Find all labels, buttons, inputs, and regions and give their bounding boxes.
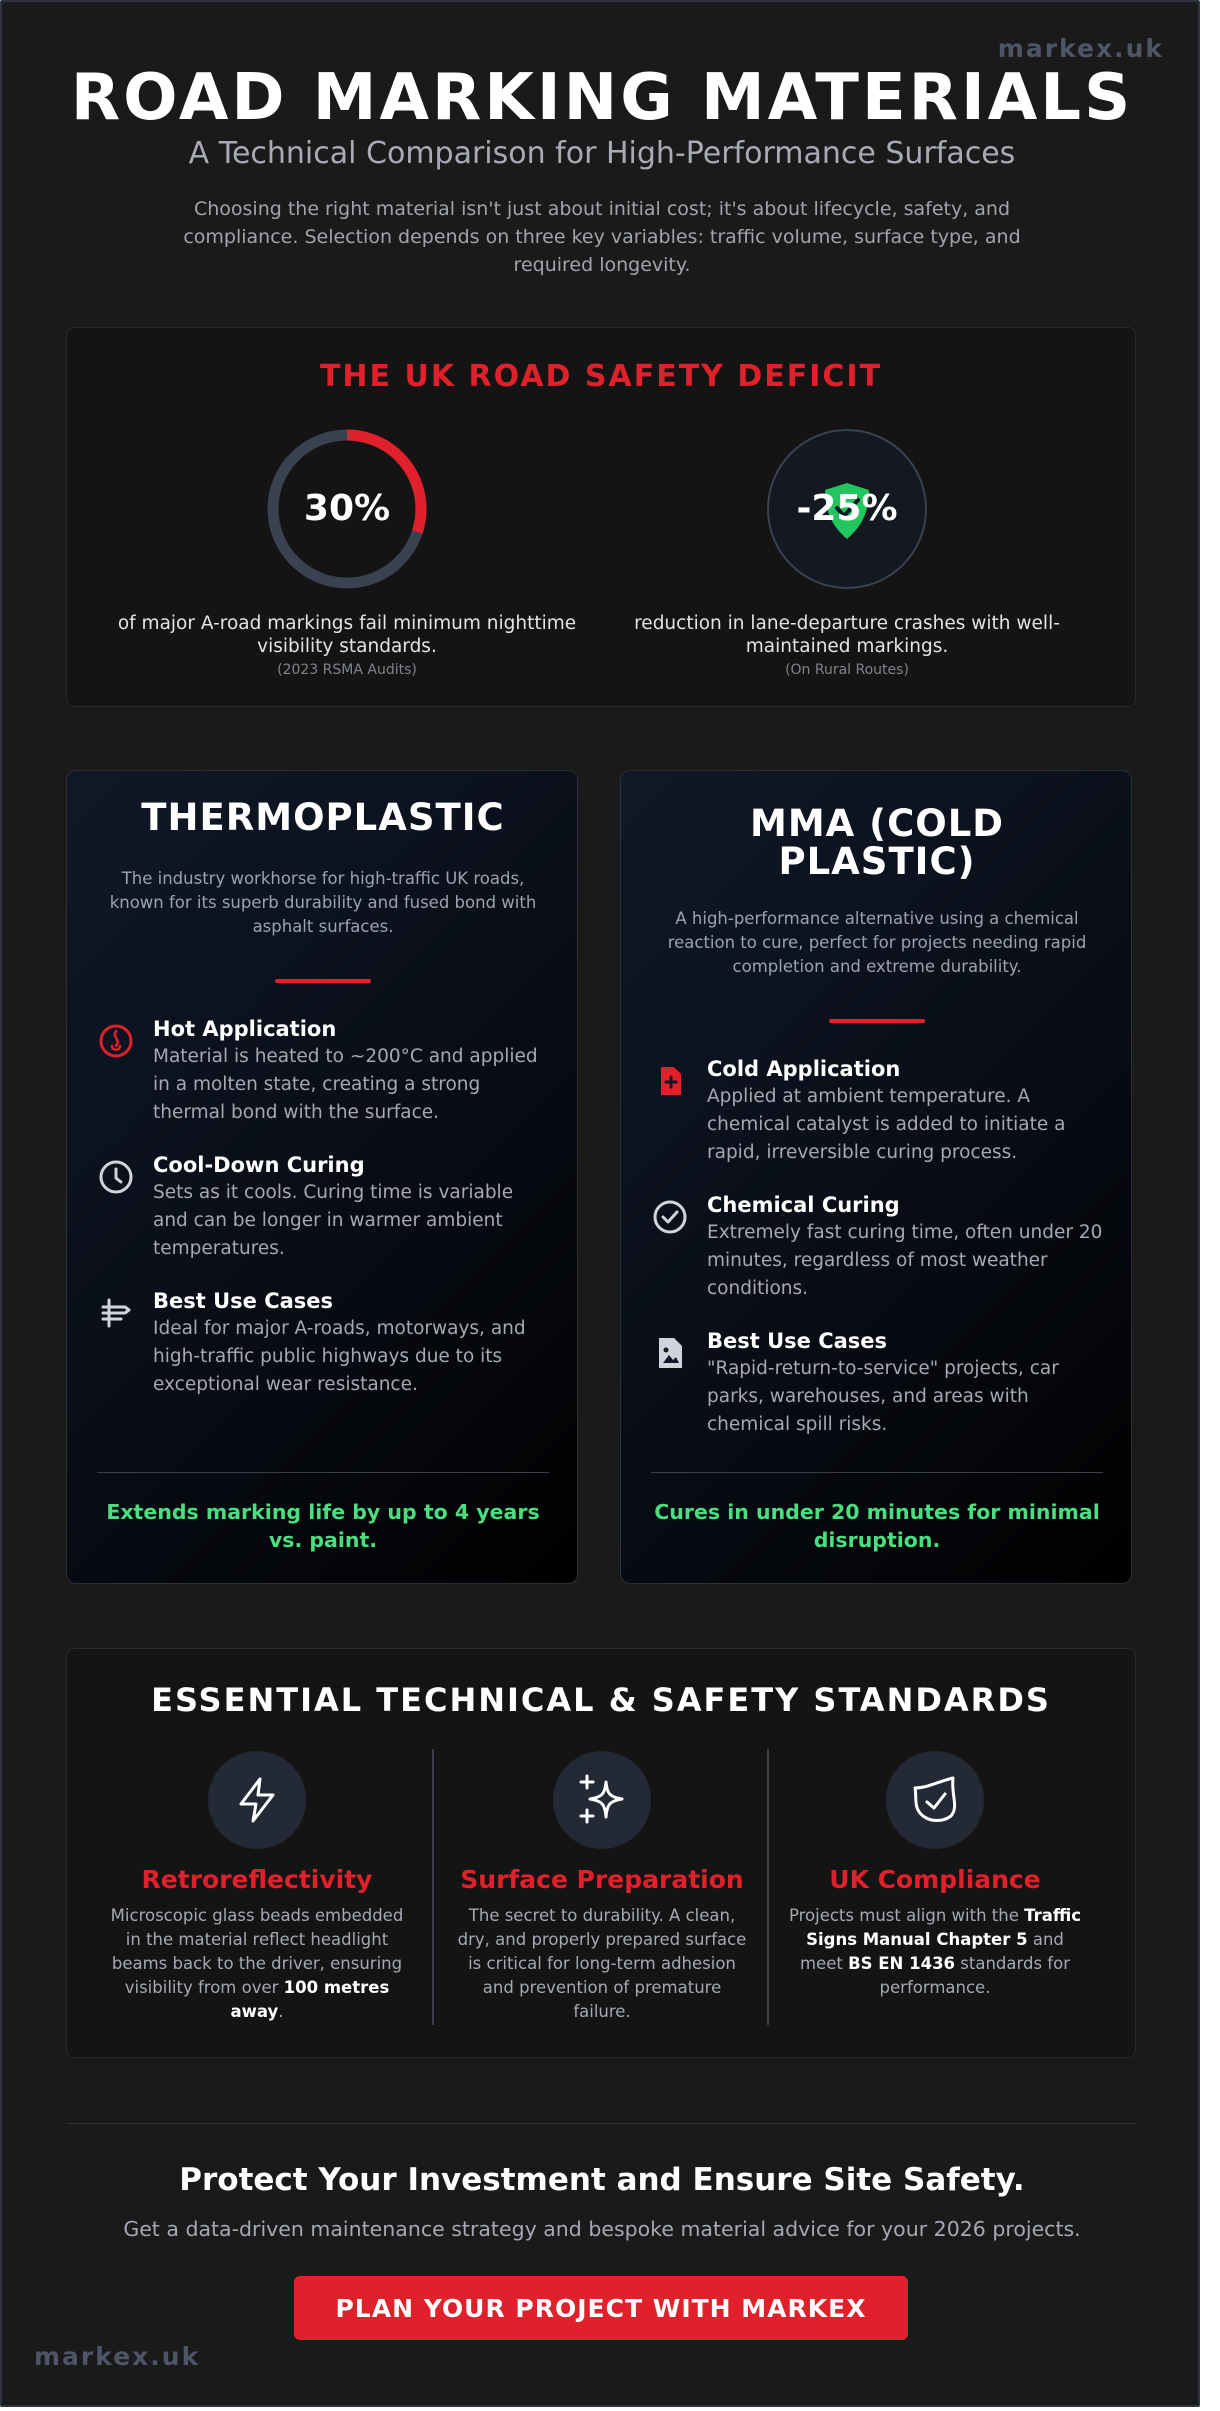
feature-title: Cool-Down Curing [153, 1153, 365, 1177]
card-title: MMA (COLD PLASTIC) [750, 802, 1004, 883]
card-intro: A high-performance alternative using a chemical reaction to cure, perfect for projects needing rapid completion and extreme durability. [667, 909, 1087, 976]
column-divider [432, 1749, 434, 2025]
feature-item [651, 1328, 1103, 1439]
cta-title: Protect Your Investment and Ensure Site Safety. [179, 2162, 1025, 2198]
plan-project-button[interactable]: PLAN YOUR PROJECT WITH MARKEX [294, 2276, 908, 2340]
feature-item [97, 1152, 549, 1263]
stat-description: of major A-road markings fail minimum nighttime visibility standards. [117, 613, 577, 657]
stat-source: (On Rural Routes) [785, 662, 909, 678]
card-footer-highlight: Cures in under 20 minutes for minimal disruption. [654, 1500, 1100, 1552]
feature-title: Chemical Curing [707, 1193, 900, 1217]
intro-text: Choosing the right material isn't just about initial cost; it's about lifecycle, safety, and compliance. Selection depends on three key variables: traffic volume, surface type, and required longevity. [183, 198, 1021, 276]
card-divider-accent [829, 1019, 925, 1023]
feature-title: Cold Application [707, 1057, 901, 1081]
feature-text: Extremely fast curing time, often under 20 minutes, regardless of most weather conditions. [707, 1222, 1103, 1299]
feature-title: Best Use Cases [153, 1289, 334, 1313]
standard-text: Microscopic glass beads embedded in the material reflect headlight beams back to the driver, ensuring visibility from over 100 metres away. [110, 1906, 404, 2021]
standard-name: UK Compliance [829, 1865, 1041, 1894]
page-title: ROAD MARKING MATERIALS [70, 61, 1134, 135]
standard-retroreflectivity [107, 1751, 407, 2024]
standard-name: Retroreflectivity [141, 1865, 373, 1894]
document-image-icon [651, 1334, 689, 1372]
feature-text: Sets as it cools. Curing time is variable and can be longer in warmer ambient temperatures. [153, 1182, 514, 1259]
watermark-bottom: markex.uk [34, 2342, 201, 2371]
deficit-title: THE UK ROAD SAFETY DEFICIT [319, 359, 883, 394]
card-separator [651, 1472, 1103, 1473]
stat-crash-reduction [617, 428, 1077, 678]
progress-ring [266, 428, 428, 590]
heat-icon [97, 1022, 135, 1060]
cta-subtitle: Get a data-driven maintenance strategy and bespoke material advice for your 2026 projects. [123, 2217, 1081, 2241]
feature-title: Best Use Cases [707, 1329, 888, 1353]
feature-text: Applied at ambient temperature. A chemical catalyst is added to initiate a rapid, irreversible curing process. [707, 1086, 1066, 1163]
feature-item [97, 1016, 549, 1127]
stat-circle [766, 428, 928, 590]
lightning-icon [231, 1774, 283, 1826]
feature-text: Material is heated to ~200°C and applied in a molten state, creating a strong thermal bond with the surface. [153, 1046, 538, 1123]
standards-title: ESSENTIAL TECHNICAL & SAFETY STANDARDS [151, 1681, 1051, 1719]
shield-check-icon [907, 1772, 963, 1828]
watermark-top: markex.uk [997, 34, 1164, 63]
card-divider-accent [275, 979, 371, 983]
sparkles-icon [574, 1772, 630, 1828]
card-footer-highlight: Extends marking life by up to 4 years vs. paint. [106, 1500, 540, 1552]
page-subtitle: A Technical Comparison for High-Performance Surfaces [188, 136, 1016, 171]
safety-deficit-panel [66, 327, 1136, 707]
feature-title: Hot Application [153, 1017, 337, 1041]
standard-text: Projects must align with the Traffic Signs Manual Chapter 5 and meet BS EN 1436 standards for performance. [788, 1906, 1082, 1997]
feature-text: "Rapid-return-to-service" projects, car parks, warehouses, and areas with chemical spill risks. [707, 1358, 1059, 1435]
standard-surface-preparation [452, 1751, 752, 2024]
standards-panel [66, 1648, 1136, 2058]
standard-text: The secret to durability. A clean, dry, and properly prepared surface is critical for long-term adhesion and prevention of premature failure. [457, 1906, 747, 2021]
clock-icon [97, 1158, 135, 1196]
card-title: THERMOPLASTIC [141, 796, 505, 839]
card-intro: The industry workhorse for high-traffic UK roads, known for its superb durability and fused bond with asphalt surfaces. [109, 869, 537, 936]
cta-divider [66, 2123, 1136, 2124]
mma-card [620, 770, 1132, 1584]
stat-value: 30% [303, 488, 391, 529]
stat-visibility-failure [117, 428, 577, 678]
road-signpost-icon [97, 1294, 135, 1332]
feature-text: Ideal for major A-roads, motorways, and high-traffic public highways due to its exceptional wear resistance. [153, 1318, 526, 1395]
card-separator [97, 1472, 549, 1473]
feature-item [97, 1288, 549, 1399]
standard-name: Surface Preparation [460, 1865, 744, 1894]
document-plus-icon [651, 1062, 689, 1100]
standard-uk-compliance [785, 1751, 1085, 2000]
stat-description: reduction in lane-departure crashes with well-maintained markings. [634, 613, 1060, 657]
stat-value: -25% [796, 488, 898, 529]
check-circle-icon [651, 1198, 689, 1236]
stat-source: (2023 RSMA Audits) [277, 662, 417, 678]
feature-item [651, 1192, 1103, 1303]
thermoplastic-card [66, 770, 578, 1584]
feature-item [651, 1056, 1103, 1167]
column-divider [767, 1749, 769, 2025]
